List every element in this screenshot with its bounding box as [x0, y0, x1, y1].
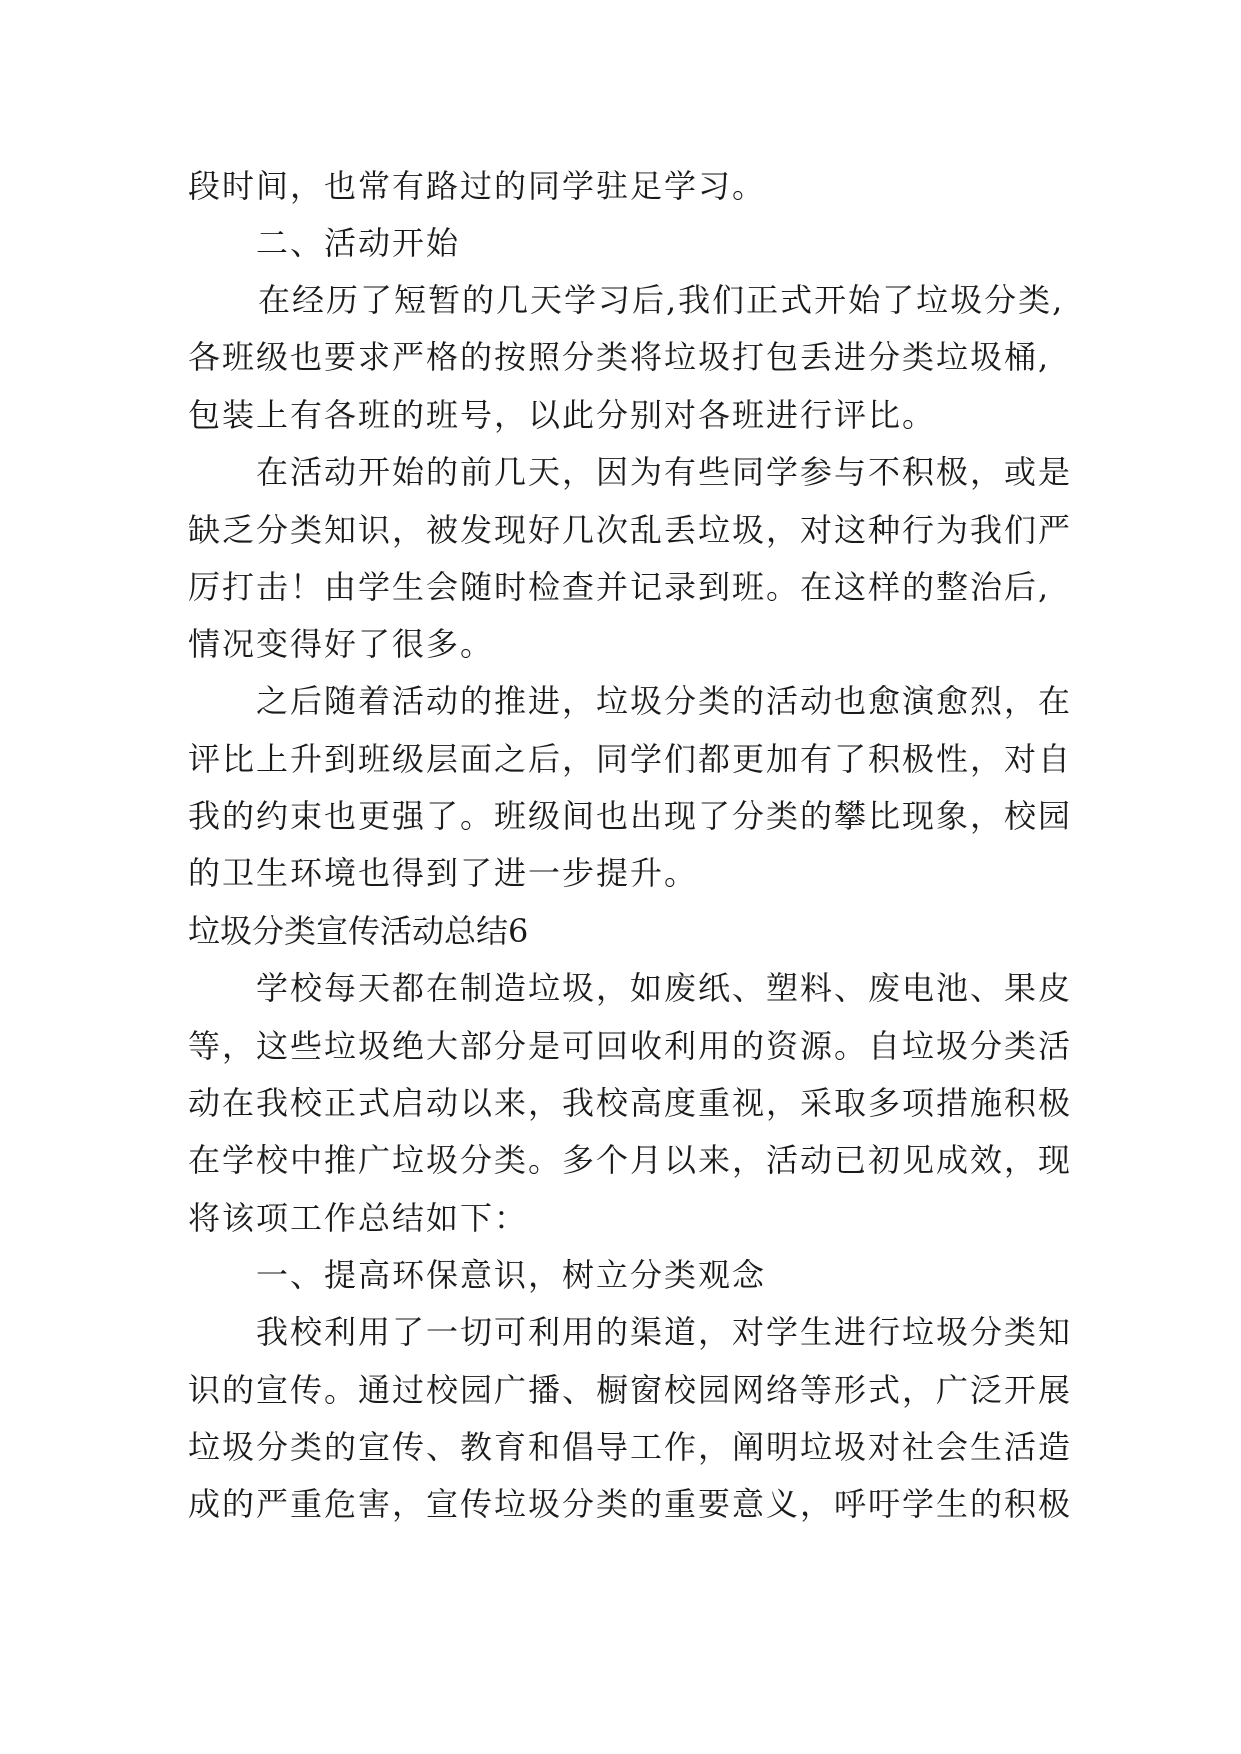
text-line: 识的宣传。通过校园广播、橱窗校园网络等形式，广泛开展: [188, 1371, 1073, 1409]
text-line: 缺乏分类知识，被发现好几次乱丢垃圾，对这种行为我们严: [188, 511, 1073, 549]
document-title: 垃圾分类宣传活动总结6: [188, 912, 529, 950]
text-line: 我的约束也更强了。班级间也出现了分类的攀比现象，校园: [188, 797, 1073, 835]
text-line: 我校利用了一切可利用的渠道，对学生进行垃圾分类知: [256, 1313, 1073, 1351]
section-heading: 一、提高环保意识，树立分类观念: [256, 1256, 767, 1294]
text-line: 各班级也要求严格的按照分类将垃圾打包丢进分类垃圾桶,: [188, 338, 1051, 376]
section-heading: 二、活动开始: [256, 224, 461, 262]
text-line: 评比上升到班级层面之后，同学们都更加有了积极性，对自: [188, 740, 1073, 778]
text-line: 成的严重危害，宣传垃圾分类的重要意义，呼吁学生的积极: [188, 1485, 1073, 1523]
text-line: 包装上有各班的班号，以此分别对各班进行评比。: [188, 396, 937, 434]
text-line: 的卫生环境也得到了进一步提升。: [188, 854, 699, 892]
text-line: 厉打击！由学生会随时检查并记录到班。在这样的整治后,: [188, 568, 1051, 606]
text-line: 动在我校正式启动以来，我校高度重视，采取多项措施积极: [188, 1084, 1073, 1122]
text-line: 学校每天都在制造垃圾，如废纸、塑料、废电池、果皮: [256, 969, 1073, 1007]
text-line: 情况变得好了很多。: [188, 625, 495, 663]
text-line: 之后随着活动的推进，垃圾分类的活动也愈演愈烈，在: [256, 682, 1073, 720]
text-line: 将该项工作总结如下：: [188, 1199, 529, 1237]
text-line: 垃圾分类的宣传、教育和倡导工作，阐明垃圾对社会生活造: [188, 1428, 1073, 1466]
text-line: 在学校中推广垃圾分类。多个月以来，活动已初见成效，现: [188, 1141, 1073, 1179]
text-line: 等，这些垃圾绝大部分是可回收利用的资源。自垃圾分类活: [188, 1027, 1073, 1065]
text-line: 在活动开始的前几天，因为有些同学参与不积极，或是: [256, 453, 1073, 491]
text-line: 在经历了短暂的几天学习后,我们正式开始了垃圾分类,: [258, 281, 1065, 319]
text-line: 段时间，也常有路过的同学驻足学习。: [188, 167, 767, 205]
